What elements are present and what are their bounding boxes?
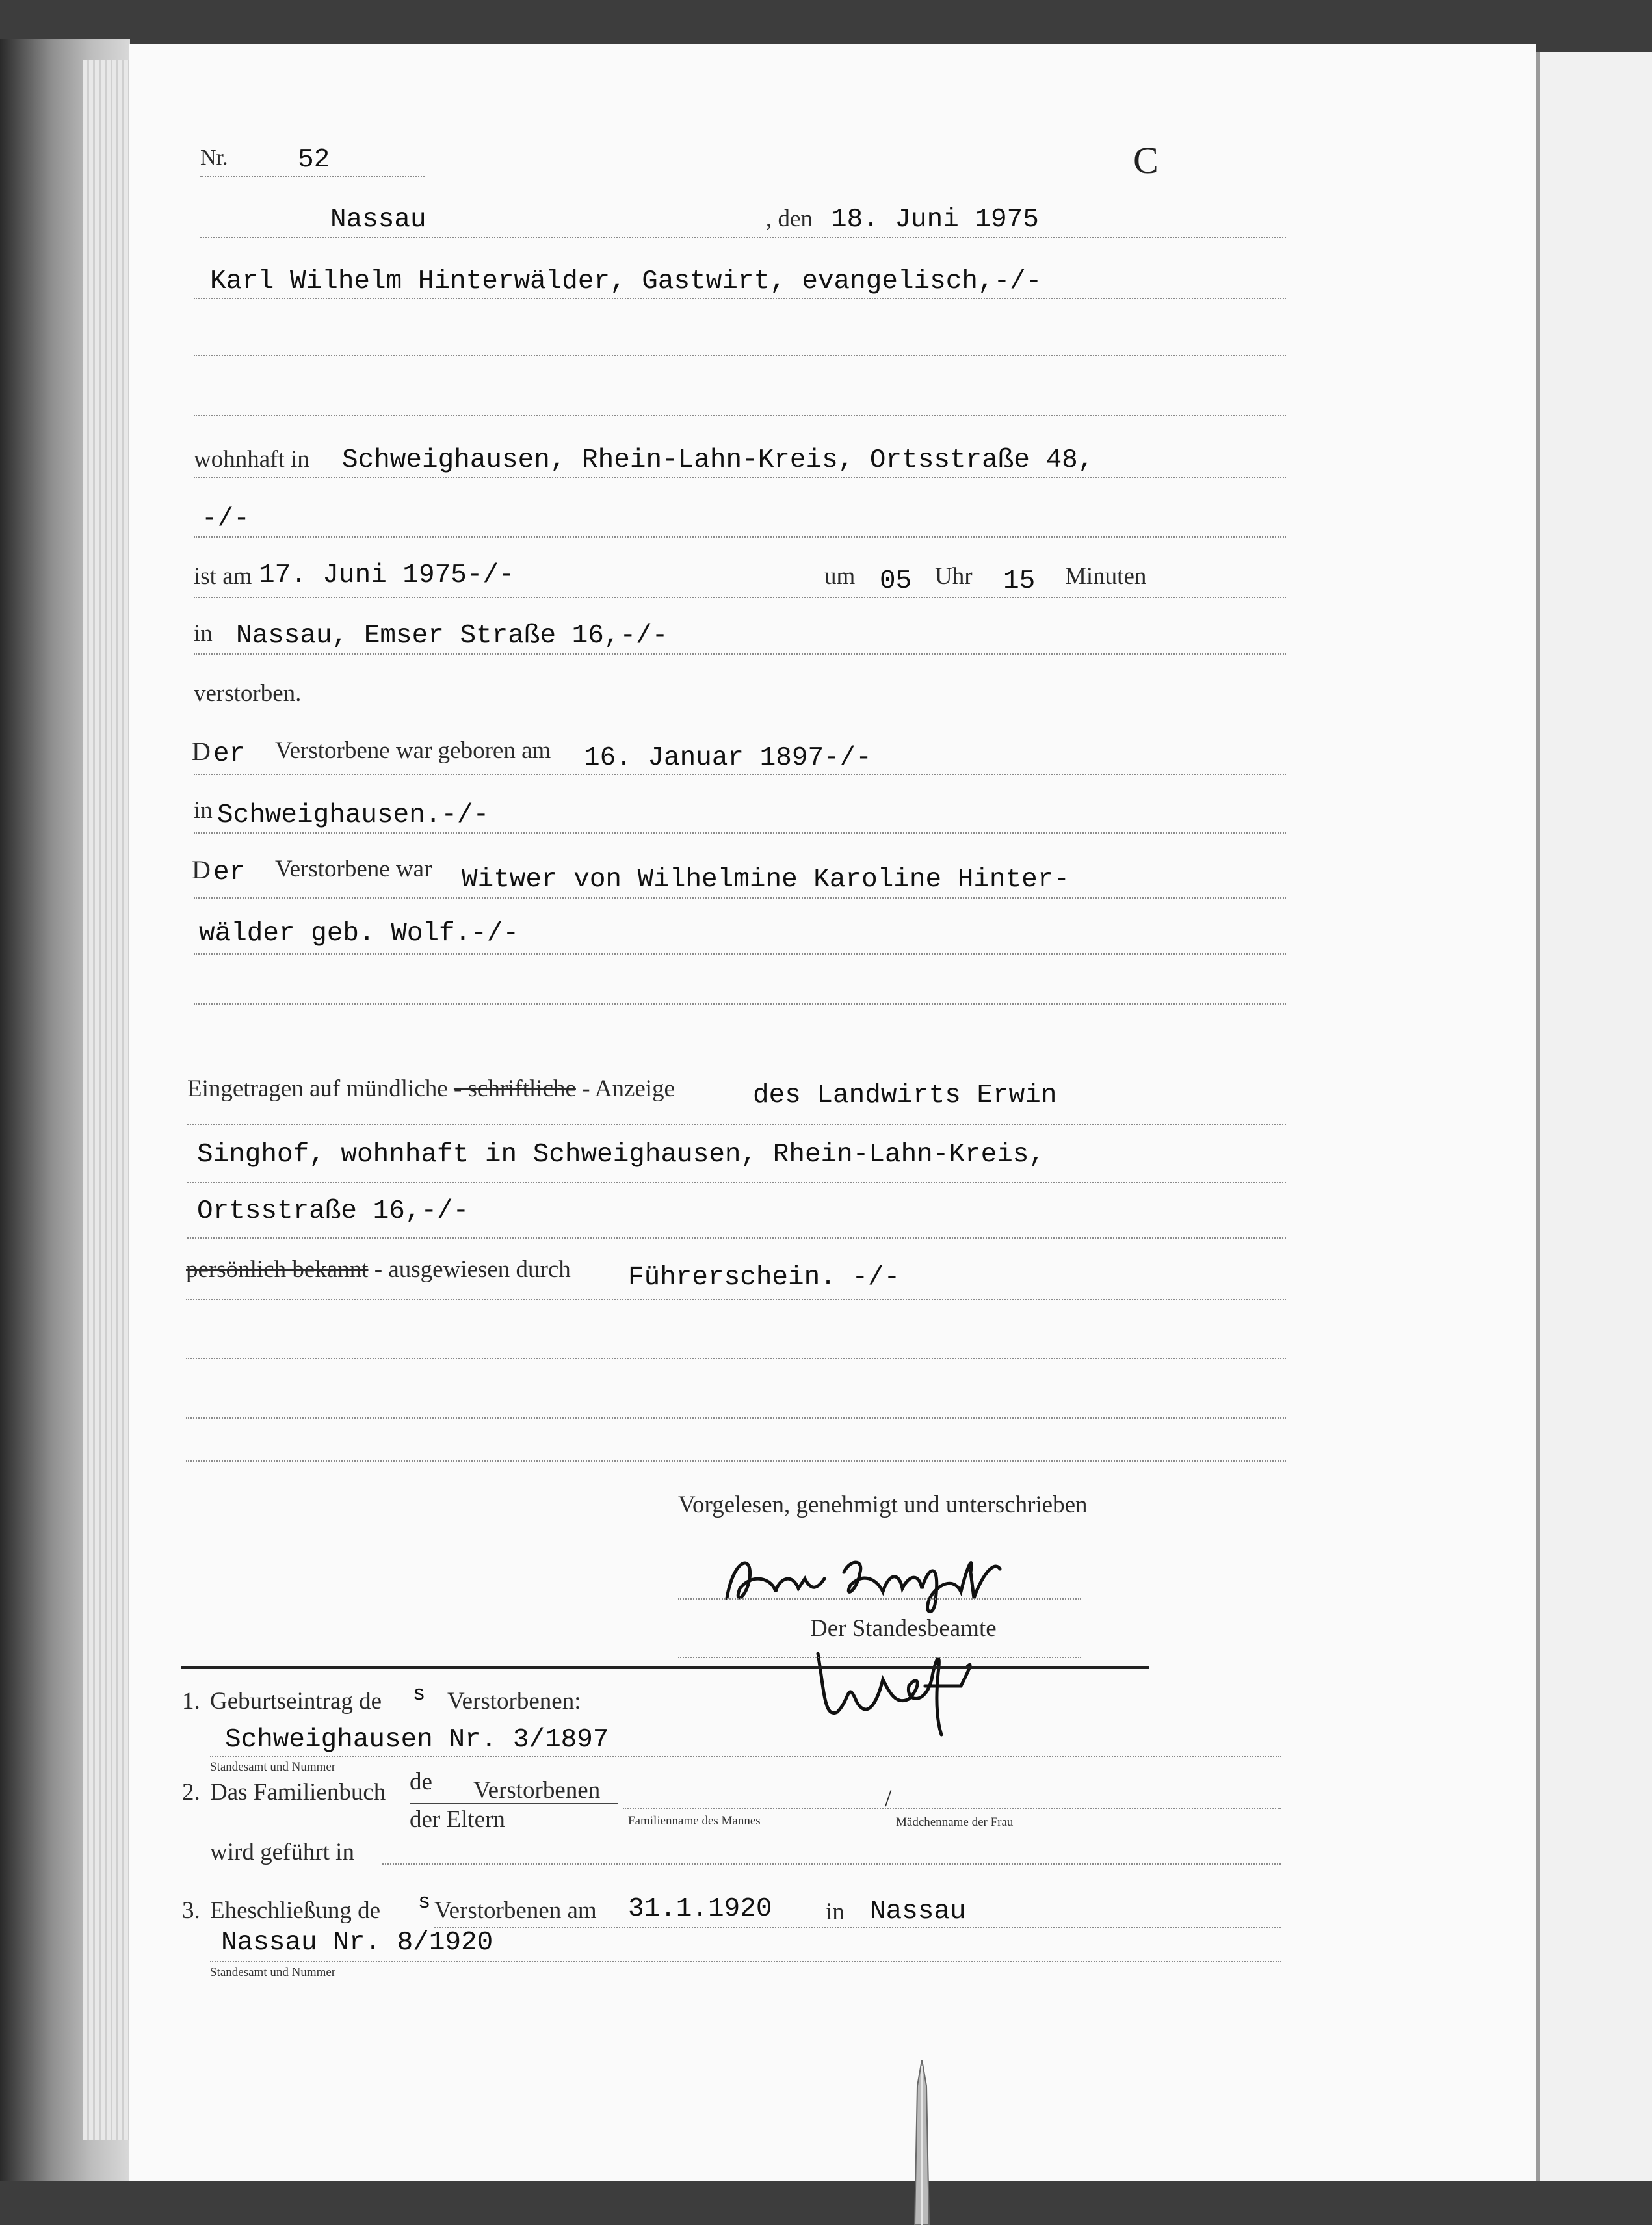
informant-signature bbox=[714, 1533, 1026, 1624]
footnote-2-wird: wird geführt in bbox=[210, 1839, 354, 1865]
footnote-2-line bbox=[623, 1808, 1281, 1809]
death-minutes: 15 bbox=[1003, 566, 1036, 596]
in-label: in bbox=[194, 620, 213, 647]
identification-text: persönlich bekannt - ausgewiesen durch bbox=[186, 1256, 571, 1283]
um-label: um bbox=[824, 563, 856, 590]
footnote-1-s: s bbox=[413, 1682, 426, 1706]
footnote-1-num: 1. bbox=[182, 1688, 200, 1715]
register-page bbox=[129, 44, 1536, 2181]
birth-date-line bbox=[194, 774, 1286, 775]
status-line bbox=[194, 897, 1286, 899]
footnote-3-value-line bbox=[210, 1961, 1281, 1962]
registration-line-2: Singhof, wohnhaft in Schweighausen, Rhein-Lahn-Kreis, bbox=[197, 1140, 1045, 1170]
adjacent-page bbox=[1536, 52, 1652, 2181]
birth-in-label: in bbox=[194, 797, 213, 824]
birth-text: Verstorbene war geboren am bbox=[275, 737, 551, 764]
vorgelesen-text: Vorgelesen, genehmigt und unterschrieben bbox=[678, 1492, 1088, 1518]
residence-line-2 bbox=[194, 536, 1286, 538]
d-label: D bbox=[192, 737, 211, 766]
signature-line-2 bbox=[678, 1657, 1081, 1658]
footnote-rule bbox=[181, 1666, 1149, 1669]
uhr-label: Uhr bbox=[935, 563, 973, 590]
entry-number: 52 bbox=[298, 145, 330, 175]
footnote-2-slash: / bbox=[885, 1785, 892, 1812]
registration-prefix: Eingetragen auf mündliche - schriftliche - Anzeige bbox=[187, 1075, 675, 1102]
death-date: 17. Juni 1975-/- bbox=[259, 560, 515, 590]
footnote-3-num: 3. bbox=[182, 1897, 200, 1924]
birth-place: Schweighausen.-/- bbox=[217, 800, 490, 830]
registration-line-3: Ortsstraße 16,-/- bbox=[197, 1196, 469, 1226]
struck-persoenlich-bekannt: persönlich bekannt bbox=[186, 1256, 369, 1283]
standesbeamte-label: Der Standesbeamte bbox=[810, 1615, 997, 1642]
footnote-3-date: 31.1.1920 bbox=[628, 1894, 772, 1924]
birth-date: 16. Januar 1897-/- bbox=[584, 743, 872, 773]
footnote-3-rest: Verstorbenen am bbox=[434, 1897, 597, 1924]
residence-value: Schweighausen, Rhein-Lahn-Kreis, Ortsstraße 48, bbox=[342, 445, 1094, 475]
residence-line bbox=[194, 477, 1286, 478]
footnote-3-label: Eheschließung de bbox=[210, 1897, 380, 1924]
identification-line bbox=[186, 1299, 1286, 1300]
footnote-2-eltern: der Eltern bbox=[410, 1806, 505, 1833]
ist-am-label: ist am bbox=[194, 563, 252, 590]
er-suffix: er bbox=[213, 739, 246, 769]
blank-line-6 bbox=[186, 1460, 1286, 1462]
familienname-label: Familienname des Mannes bbox=[628, 1814, 761, 1828]
death-place: Nassau, Emser Straße 16,-/- bbox=[236, 621, 668, 651]
registration-line-rule-3 bbox=[187, 1237, 1286, 1239]
status-line-2 bbox=[194, 953, 1286, 955]
birth-place-line bbox=[194, 832, 1286, 834]
footnote-2-verstorbenen: Verstorbenen bbox=[473, 1777, 601, 1804]
footnote-1-line bbox=[210, 1756, 1281, 1757]
place: Nassau bbox=[330, 205, 426, 235]
maedchenname-label: Mädchenname der Frau bbox=[896, 1815, 1014, 1829]
pen-tip bbox=[906, 2060, 938, 2225]
footnote-2-de: de bbox=[410, 1769, 432, 1795]
minuten-label: Minuten bbox=[1065, 563, 1147, 590]
footnote-3-s: s bbox=[418, 1890, 431, 1914]
date-line bbox=[200, 237, 1286, 238]
den-label: , den bbox=[766, 205, 813, 232]
footnote-3-in: in bbox=[826, 1899, 845, 1925]
nr-line bbox=[200, 176, 425, 177]
footnote-2-num: 2. bbox=[182, 1779, 200, 1806]
status-value-2: wälder geb. Wolf.-/- bbox=[199, 919, 519, 949]
blank-line-2 bbox=[194, 415, 1286, 416]
footnote-3-value: Nassau Nr. 8/1920 bbox=[221, 1928, 493, 1958]
footnote-1-label: Geburtseintrag de bbox=[210, 1688, 382, 1715]
registration-line bbox=[187, 1124, 1286, 1125]
footnote-2-label: Das Familienbuch bbox=[210, 1779, 386, 1806]
status-value: Witwer von Wilhelmine Karoline Hinter- bbox=[462, 865, 1069, 895]
wohnhaft-label: wohnhaft in bbox=[194, 446, 309, 473]
entry-date: 18. Juni 1975 bbox=[831, 205, 1039, 235]
registration-value: des Landwirts Erwin bbox=[753, 1081, 1057, 1111]
register-letter: C bbox=[1133, 139, 1159, 181]
death-hour: 05 bbox=[880, 566, 912, 596]
footnote-2-wird-line bbox=[382, 1863, 1281, 1865]
registration-line-rule-2 bbox=[187, 1182, 1286, 1183]
page-stack-edge bbox=[83, 60, 129, 2140]
verstorben-text: verstorben. bbox=[194, 680, 302, 707]
footnote-3-line bbox=[434, 1927, 1281, 1928]
er-suffix-2: er bbox=[213, 858, 246, 888]
death-date-line bbox=[194, 597, 1286, 598]
d-label-2: D bbox=[192, 855, 211, 884]
standesamt-label-1: Standesamt und Nummer bbox=[210, 1760, 336, 1774]
nr-label: Nr. bbox=[200, 146, 228, 170]
identification-value: Führerschein. -/- bbox=[628, 1263, 900, 1293]
blank-line-4 bbox=[186, 1358, 1286, 1359]
person-line bbox=[194, 298, 1286, 299]
residence-cont: -/- bbox=[202, 504, 250, 534]
footnote-1-value: Schweighausen Nr. 3/1897 bbox=[225, 1725, 609, 1755]
footnote-1-rest: Verstorbenen: bbox=[447, 1688, 581, 1715]
death-place-line bbox=[194, 653, 1286, 655]
blank-line-5 bbox=[186, 1417, 1286, 1419]
standesamt-label-2: Standesamt und Nummer bbox=[210, 1966, 336, 1979]
footnote-3-place: Nassau bbox=[870, 1897, 966, 1927]
struck-schriftliche: - schriftliche bbox=[453, 1075, 576, 1102]
blank-line-1 bbox=[194, 355, 1286, 356]
signature-line-1 bbox=[678, 1598, 1081, 1600]
registrar-signature bbox=[811, 1640, 980, 1738]
deceased-person: Karl Wilhelm Hinterwälder, Gastwirt, evangelisch,-/- bbox=[210, 267, 1042, 296]
status-text: Verstorbene war bbox=[275, 856, 432, 882]
footnote-2-fraction-line bbox=[410, 1803, 618, 1804]
blank-line-3 bbox=[194, 1003, 1286, 1005]
